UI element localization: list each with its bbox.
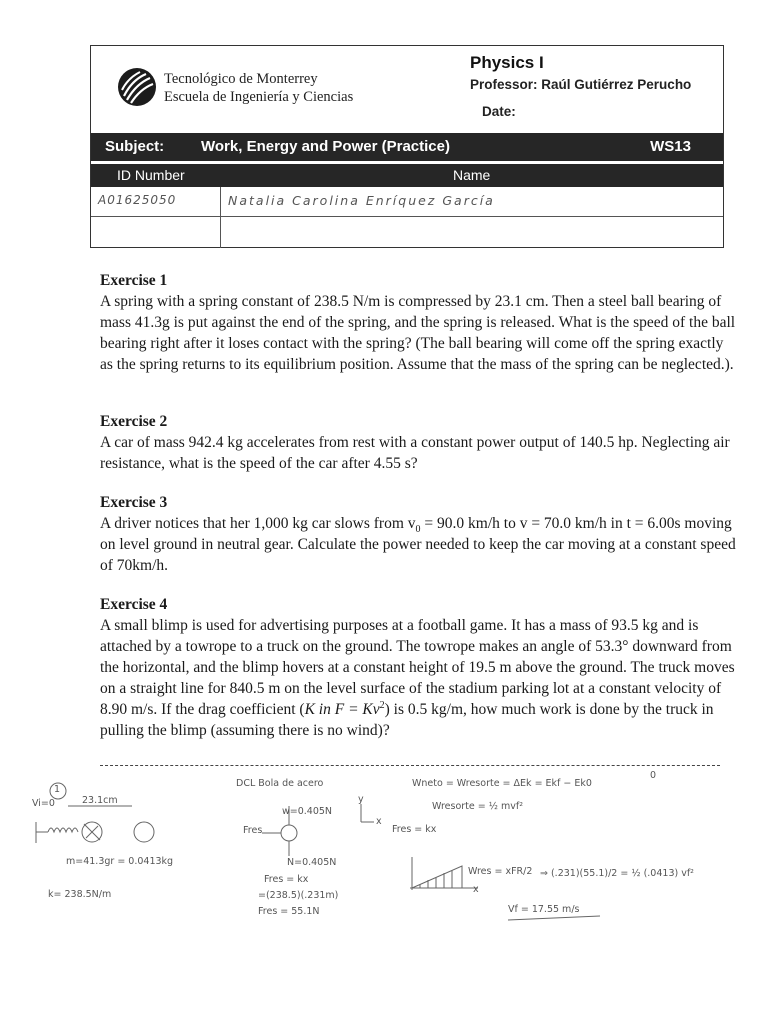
exercise-1-title: Exercise 1 (100, 272, 168, 289)
worksheet-code: WS13 (650, 138, 691, 155)
student-name-value: Natalia Carolina Enríquez García (228, 193, 495, 208)
f-res-label: Fres (243, 825, 263, 836)
net-work-equation: Wneto = Wresorte = ΔEk = Ekf − Ek0 (412, 778, 592, 789)
weight-label: w=0.405N (282, 806, 333, 817)
normal-force-label: N=0.405N (287, 857, 337, 868)
professor-name: Professor: Raúl Gutiérrez Perucho (470, 77, 692, 92)
f-res-kx: Fres = kx (264, 874, 309, 885)
id-number-header: ID Number (117, 167, 185, 183)
mass-label: m=41.3gr = 0.0413kg (66, 856, 174, 867)
course-title: Physics I (470, 53, 544, 72)
compression-label: 23.1cm (82, 795, 118, 806)
graph-work-label: Wres = xFR/2 (468, 866, 533, 877)
f-res-result: Fres = 55.1N (258, 906, 320, 917)
result-underline (508, 916, 600, 920)
dcl-label: DCL Bola de acero (236, 778, 324, 789)
name-header: Name (453, 167, 491, 183)
exercise-1-body: A spring with a spring constant of 238.5 N/m is compressed by 23.1 cm. Then a steel ball bearing of mass 41.3g is put against the end of the spring, and the spring is released. What is the speed of the ball bearing right after it loses contact with the spring? (The ball bearing will come off the spring exactly as the spring returns to its equilibrium position. Assume that the mass of the spring can be neglected.). (100, 293, 736, 373)
exercise-2-body: A car of mass 942.4 kg accelerates from rest with a constant power output of 140.5 hp. Neglecting air resistance, what is the speed of the car after 4.55 s? (100, 434, 730, 472)
final-velocity-result: Vf = 17.55 m/s (508, 904, 580, 915)
graph-x-label: x (473, 884, 479, 895)
exercise-3-body: A driver notices that her 1,000 kg car slows from $v_0 = 90.0$ km/h to v = 70.0 km/h in t = 6.00s moving on level ground in neutral gear. Calculate the power needed to keep the car moving at a constant speed of 70km/h. (100, 515, 736, 574)
spring-coil (48, 828, 78, 832)
exercise-2-title: Exercise 2 (100, 413, 168, 430)
axis-y-label: y (358, 794, 364, 805)
f-res-calculation: =(238.5)(.231m) (258, 890, 339, 901)
subject-text: Work, Energy and Power (Practice) (201, 138, 450, 155)
spring-work-equation: Wresorte = ½ mvf² (432, 801, 524, 812)
exercise-3-title: Exercise 3 (100, 494, 168, 511)
free-body-ball (281, 825, 297, 841)
ball-released (134, 822, 154, 842)
ek0-zero: 0 (650, 770, 657, 781)
subject-label: Subject: (105, 138, 165, 155)
id-number-value: A01625050 (98, 193, 177, 207)
initial-velocity: Vi=0 (32, 798, 55, 809)
date-label: Date: (482, 104, 516, 119)
institution-line2: Escuela de Ingeniería y Ciencias (164, 89, 354, 105)
exercise-4-title: Exercise 4 (100, 596, 168, 613)
axis-x-label: x (376, 816, 382, 827)
institution-line1: Tecnológico de Monterrey (164, 71, 318, 87)
circled-number: 1 (54, 784, 61, 795)
exercise-4-body: A small blimp is used for advertising purposes at a football game. It has a mass of 93.5 kg and is attached by a towrope to a truck on the ground. The towrope makes an angle of 53.3° downward from the horizontal, and the blimp hovers at a constant height of 19.5 m above the ground. The truck moves on a straight line for 840.5 m on the level surface of the stadium parking lot at a constant velocity of 8.90 m/s. If the drag coefficient (K in $F = Kv^2$) is 0.5 kg/m, how much work is done by the truck in pulling the blimp (assuming there is no wind)? (100, 617, 735, 739)
velocity-calculation: ⇒ (.231)(55.1)/2 = ½ (.0413) vf² (540, 868, 694, 879)
f-res-equation: Fres = kx (392, 824, 437, 835)
spring-constant-label: k= 238.5N/m (48, 889, 112, 900)
